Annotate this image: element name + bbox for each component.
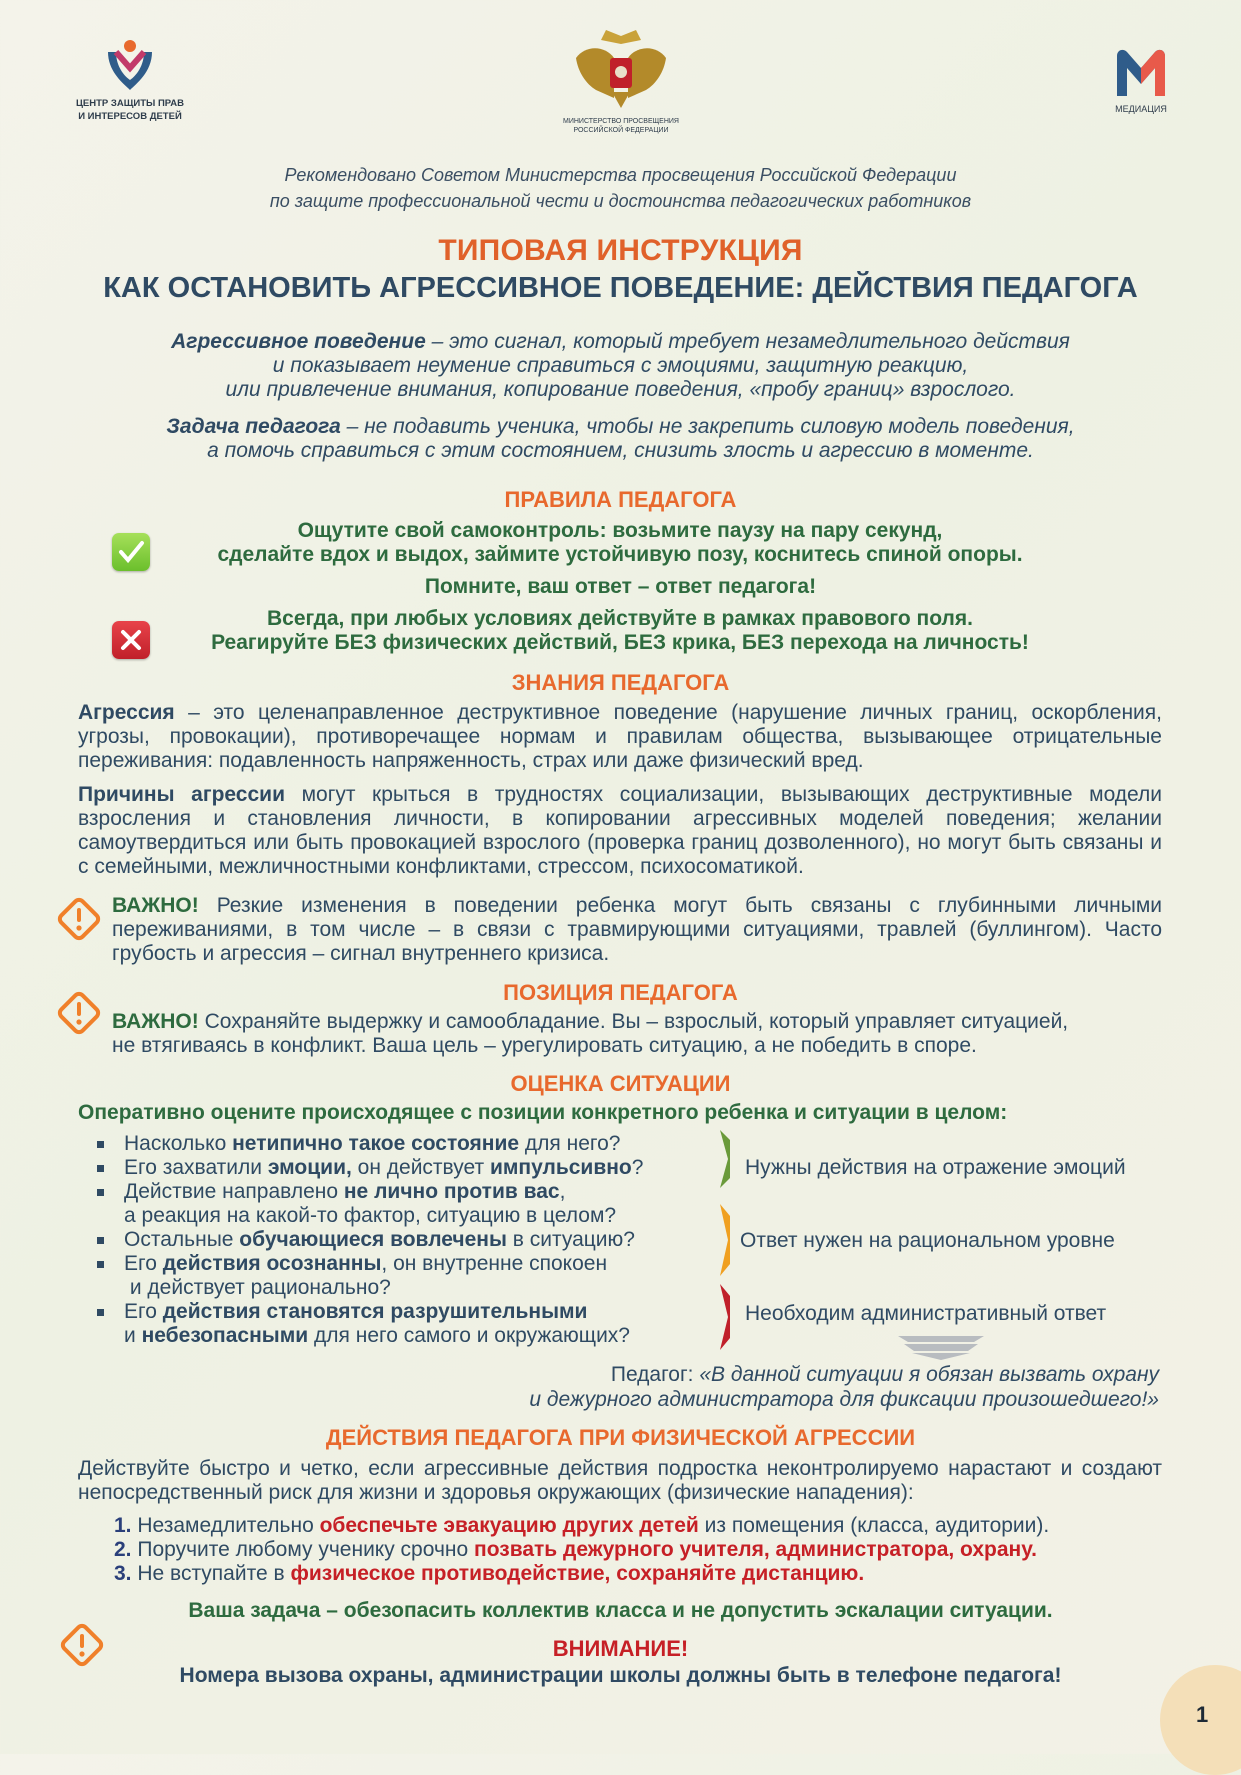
physical-task: Ваша задача – обезопасить коллектив класса и не допустить эскалации ситуации. [188,1599,1053,1622]
knowledge-heading: ЗНАНИЯ ПЕДАГОГА [511,670,730,695]
rule-self-control-line-2: сделайте вдох и выдох, займите устойчивую позу, коснитесь спиной опоры. [217,543,1023,566]
cross-icon [112,621,150,659]
list-item: 3. Не вступайте в физическое противодействие, сохраняйте дистанцию. [114,1562,865,1585]
knowledge-important-text: Резкие изменения в поведении ребенка могут быть связаны с глубинными личными переживаниями, в том числе – в связи с травмирующими ситуациями, травлей (буллингом). Часто грубость и агрессия – сигнал внутреннего кризиса. [112,894,1162,965]
logo-right-label: МЕДИАЦИЯ [1115,104,1167,114]
position-important-note [112,1010,1172,1058]
logo-center-label-1: МИНИСТЕРСТВО ПРОСВЕЩЕНИЯ [563,118,679,125]
position-heading: ПОЗИЦИЯ ПЕДАГОГА [503,980,738,1005]
rule-legal-line-2: Реагируйте БЕЗ физических действий, БЕЗ крика, БЕЗ перехода на личность! [211,631,1029,654]
position-text-line-1: Сохраняйте выдержку и самообладание. Вы – взрослый, который управляет ситуацией, [198,1010,1069,1033]
knowledge-aggression-causes [78,783,1162,879]
phones-note: Номера вызова охраны, администрации школы должны быть в телефоне педагога! [179,1664,1062,1687]
position-important-label: ВАЖНО! [112,1010,199,1033]
coat-of-arms-icon [556,28,686,112]
mediation-m-icon [1105,46,1177,100]
physical-heading: ДЕЙСТВИЯ ПЕДАГОГА ПРИ ФИЗИЧЕСКОЙ АГРЕССИИ [325,1425,916,1450]
intro-paragraph-1 [0,330,1241,402]
position-text-line-2: не втягиваясь в конфликт. Ваша цель – урегулировать ситуацию, а не победить в споре. [112,1034,977,1057]
logo-ministry [556,28,686,133]
knowledge-important-note [112,894,1162,966]
rule-legal-line-1: Всегда, при любых условиях действуйте в рамках правового поля. [267,607,973,630]
knowledge-p2-text: могут крыться в трудностях социализации, вызывающих деструктивные модели взросления и становления личности, в копировании агрессивных моделей поведения; желании самоутвердиться или быть провокацией взрослого (проверка границ дозволенного), но могут быть связаны и с семейными, межличностными конфликтами, стрессом, психосоматикой. [78,783,1163,878]
heart-people-icon [70,38,190,92]
knowledge-important-label: ВАЖНО! [112,894,199,917]
knowledge-aggression-definition [78,701,1162,773]
logo-left-label-2: И ИНТЕРЕСОВ ДЕТЕЙ [78,111,182,122]
rule-self-control [160,519,1080,567]
recommended-line-1: Рекомендовано Советом Министерства просвещения Российской Федерации [284,165,957,185]
list-item: 2. Поручите любому ученику срочно позвать дежурного учителя, администратора, охрану. [114,1538,1037,1561]
warning-icon [54,894,104,944]
rule-remember: Помните, ваш ответ – ответ педагога! [424,575,817,598]
list-item: Его действия становятся разрушительными и небезопасными для него самого и окружающих? [80,1300,720,1348]
knowledge-term-aggression: Агрессия [78,701,175,724]
assessment-questions [80,1132,720,1348]
assessment-heading: ОЦЕНКА СИТУАЦИИ [510,1071,731,1096]
recommended-line-2: по защите профессиональной чести и достоинства педагогических работников [269,191,972,211]
intro-p2-line-2: а помочь справиться с этим состоянием, снизить злость и агрессию в моменте. [207,439,1034,462]
list-item: Действие направлено не лично против вас, а реакция на какой-то фактор, ситуацию в целом? [80,1180,720,1228]
knowledge-p1-text: – это целенаправленное деструктивное поведение (нарушение личных границ, оскорбления, угрозы, провокации), противоречащее нормам и правилам общества, вызывающее отрицательные переживания: подавленность напряженность, страх или даже физический вред. [78,701,1162,772]
recommended-note [0,162,1241,214]
red-arrow-icon [716,1284,736,1350]
intro-term-task: Задача педагога [166,415,341,438]
teacher-quote-line-1: «В данной ситуации я обязан вызвать охрану [699,1363,1159,1386]
list-item: Насколько нетипично такое состояние для него? [80,1132,720,1156]
answer-rational: Ответ нужен на рациональном уровне [740,1229,1115,1252]
rule-self-control-line-1: Ощутите свой самоконтроль: возьмите паузу на пару секунд, [297,519,943,542]
answer-administrative: Необходим административный ответ [745,1302,1107,1325]
intro-paragraph-2 [0,415,1241,463]
answer-emotions: Нужны действия на отражение эмоций [745,1156,1126,1179]
green-arrow-icon [716,1130,736,1188]
checkmark-icon [112,533,150,571]
list-item: Остальные обучающиеся вовлечены в ситуацию? [80,1228,720,1252]
intro-p1-line-2: и показывает неумение справиться с эмоциями, защитную реакцию, [272,354,969,377]
physical-steps [114,1514,1049,1586]
page-title: ТИПОВАЯ ИНСТРУКЦИЯ [438,234,803,267]
assessment-lead: Оперативно оцените происходящее с позиции конкретного ребенка и ситуации в целом: [78,1101,1008,1124]
intro-p1-line-3: или привлечение внимания, копирование поведения, «пробу границ» взрослого. [225,378,1016,401]
logo-center-label-2: РОССИЙСКОЙ ФЕДЕРАЦИИ [573,127,669,134]
page-subtitle: КАК ОСТАНОВИТЬ АГРЕССИВНОЕ ПОВЕДЕНИЕ: ДЕЙСТВИЯ ПЕДАГОГА [103,272,1138,304]
attention-label: ВНИМАНИЕ! [552,1636,689,1661]
intro-p1-line-1: – это сигнал, который требует незамедлительного действия [425,330,1070,353]
rules-heading: ПРАВИЛА ПЕДАГОГА [504,487,737,512]
list-item: Его захватили эмоции, он действует импульсивно? [80,1156,720,1180]
warning-icon [54,988,104,1038]
page-number: 1 [1196,1702,1209,1727]
list-item: Его действия осознанны, он внутренне спокоен и действует рационально? [80,1252,720,1300]
teacher-quote-label: Педагог: [610,1363,700,1386]
down-arrow-icon [898,1336,984,1360]
physical-lead: Действуйте быстро и четко, если агрессивные действия подростка неконтролируемо нарастают и создают непосредственный риск для жизни и здоровья окружающих (физические нападения): [78,1457,1162,1504]
logo-center-for-children [70,38,190,123]
intro-term-aggression: Агрессивное поведение [171,330,426,353]
logo-mediation [1105,46,1177,116]
list-item: 1. Незамедлительно обеспечьте эвакуацию других детей из помещения (класса, аудитории). [114,1514,1050,1537]
intro-p2-line-1: – не подавить ученика, чтобы не закрепить силовую модель поведения, [340,415,1075,438]
orange-arrow-icon [716,1204,736,1276]
knowledge-term-causes: Причины агрессии [78,783,285,806]
teacher-quote-line-2: и дежурного администратора для фиксации произошедшего!» [529,1388,1159,1411]
teacher-quote [529,1362,1159,1412]
logo-left-label-1: ЦЕНТР ЗАЩИТЫ ПРАВ [75,98,185,109]
rule-legal [160,607,1080,655]
